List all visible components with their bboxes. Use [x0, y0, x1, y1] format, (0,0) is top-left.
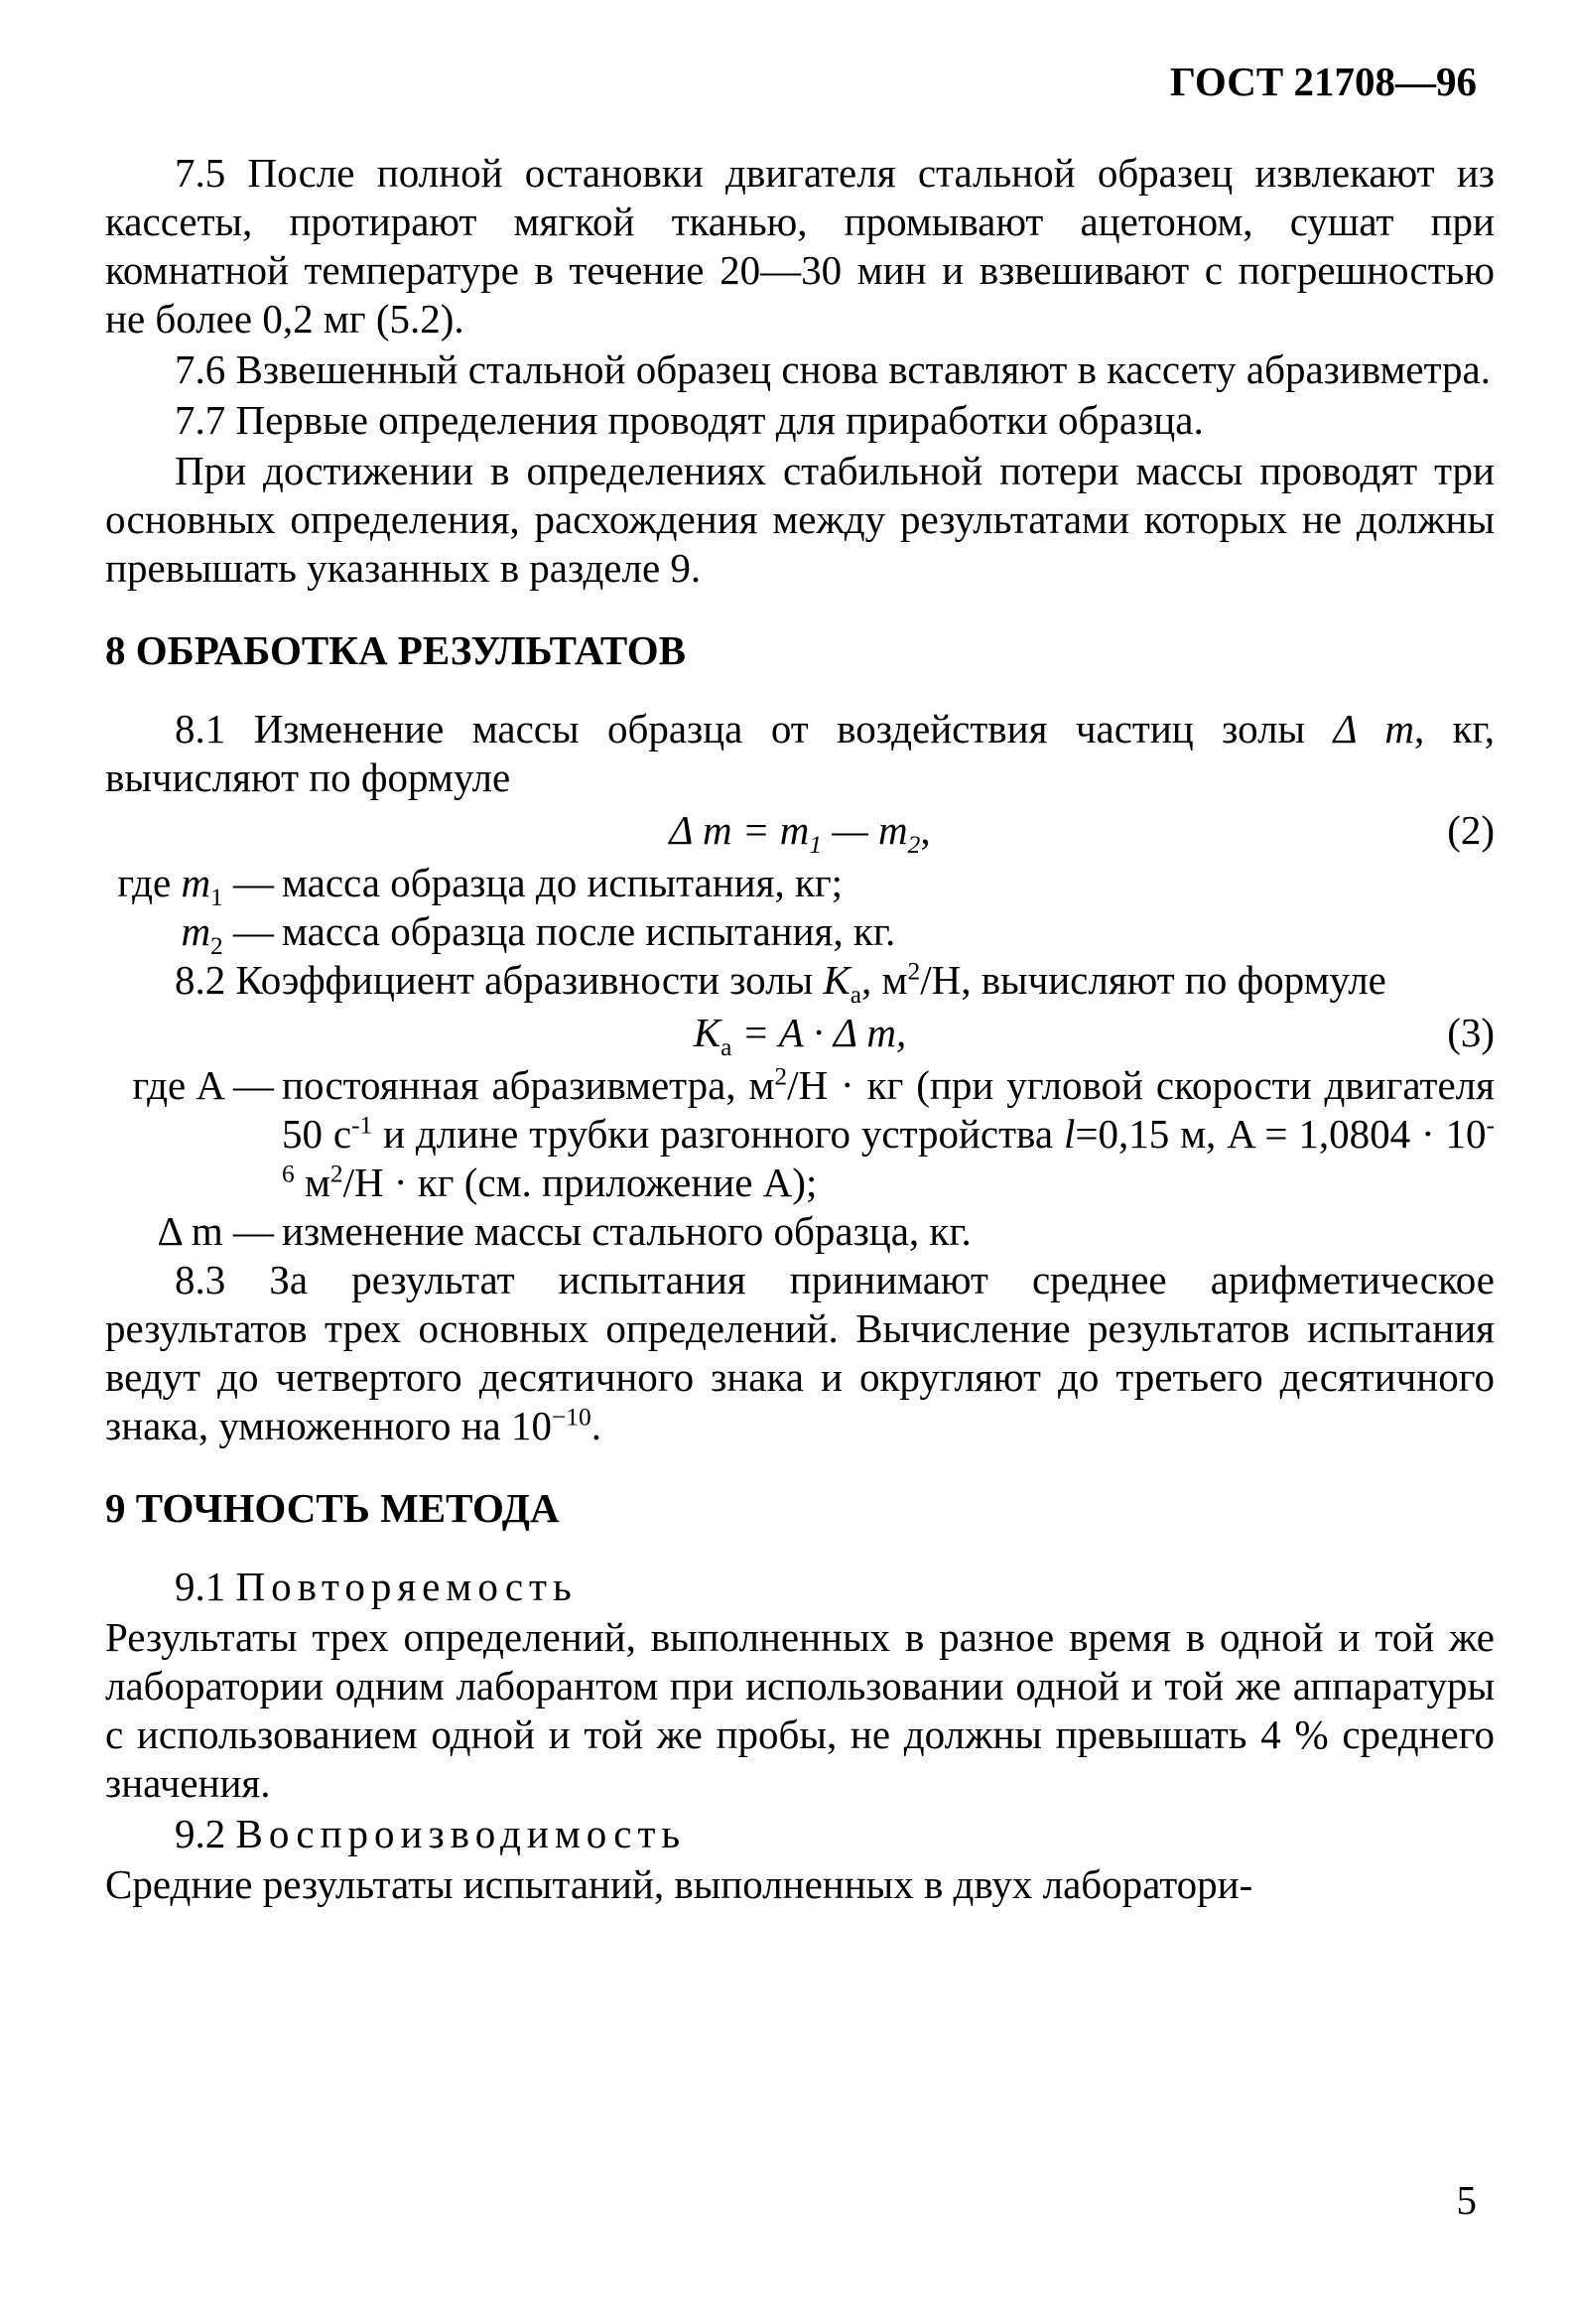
section-9-title: 9 ТОЧНОСТЬ МЕТОДА — [105, 1485, 560, 1531]
p8-2-text: 8.2 Коэффициент абразивности золы — [175, 957, 814, 1003]
sub-9-2-num: 9.2 — [175, 1811, 236, 1856]
f3-k: K — [693, 1010, 721, 1055]
def-m1-term — [105, 859, 274, 912]
p8-2-unit: , м — [861, 957, 908, 1003]
formula-2 — [105, 806, 1495, 860]
def-a-l-sym: l — [1063, 1111, 1076, 1157]
def-a-part-c: и длине трубки разгонного устройства — [372, 1111, 1064, 1157]
def-m2-dash: — — [222, 908, 274, 954]
paragraph-7-7-continued: При достижении в определениях стабильной потери массы проводят три основных определения, расхождения между результатами которых не должны превышать указанных в разделе 9. — [105, 448, 1495, 591]
def-a-sup-a: 2 — [774, 1062, 788, 1091]
def-m2-text: масса образца после испытания, кг. — [282, 908, 896, 954]
f2-end: , — [920, 807, 931, 853]
p8-1-text: 8.1 Изменение массы образца от воздействия частиц золы — [175, 706, 1306, 752]
p8-1-var: Δ m — [1333, 706, 1414, 752]
p8-3-text: 8.3 За результат испытания принимают среднее арифметическое результатов трех основных определений. Вычисление результатов испытания ведут до четвертого десятичного знака и округляют до третьего десятичного знака, умноженного на 10 — [105, 1257, 1495, 1448]
sub-9-1-num: 9.1 — [175, 1564, 236, 1609]
section-8-title: 8 ОБРАБОТКА РЕЗУЛЬТАТОВ — [105, 627, 686, 673]
paragraph-8-1 — [105, 705, 1495, 802]
formula-2-number: (2) — [1447, 807, 1495, 853]
def-a-term: где A — — [132, 1062, 274, 1108]
def-a-part-a: постоянная абразивметра, м — [282, 1062, 775, 1108]
p8-2-unit-sup: 2 — [907, 957, 921, 986]
def-dm-text: изменение массы стального образца, кг. — [282, 1208, 972, 1254]
f2-lhs: Δ m = m — [669, 807, 810, 853]
def-m1-prefix: где — [117, 860, 182, 905]
def-dm-term: Δ m — — [157, 1208, 274, 1254]
paragraph-8-2 — [105, 956, 1495, 1010]
paragraph-9-1: Результаты трех определений, выполненных в разное время в одной и той же лаборатории одним лаборантом при использовании одной и той же аппаратуры с использованием одной и той же пробы, не должны превышать 4 % среднего значения. — [105, 1614, 1495, 1806]
formula-3 — [105, 1009, 1495, 1062]
formula-2-definitions — [105, 859, 1495, 961]
f3-sub: a — [720, 1033, 732, 1062]
f2-sub2: 2 — [907, 831, 921, 860]
def-m1-dash: — — [222, 860, 274, 905]
f2-mid: — m — [822, 807, 908, 853]
def-a-sup-c: -6 — [282, 1111, 1495, 1188]
formula-3-definitions — [105, 1061, 1495, 1256]
def-m1-sym: m — [181, 860, 211, 905]
def-a-text — [282, 1061, 1495, 1207]
paragraph-7-6: 7.6 Взвешенный стальной образец снова вставляют в кассету абразивметра. — [175, 346, 1491, 392]
f3-rhs: = A · Δ m, — [731, 1010, 907, 1055]
def-a-part-e: м — [294, 1160, 330, 1205]
paragraph-8-3 — [105, 1256, 1495, 1450]
formula-3-expression — [105, 1009, 1415, 1062]
page-number: 5 — [1456, 2177, 1477, 2223]
def-m2-term — [105, 907, 274, 961]
formula-3-number: (3) — [1447, 1010, 1495, 1055]
paragraph-7-7: 7.7 Первые определения проводят для приработки образца. — [175, 397, 1204, 443]
def-a-part-f: /Н · кг (см. приложение А); — [342, 1160, 818, 1205]
def-m2-sym: m — [181, 908, 211, 954]
f2-sub1: 1 — [809, 831, 823, 860]
def-a-part-d: =0,15 м, A = 1,0804 · 10 — [1075, 1111, 1487, 1157]
p8-2-end: /Н, вычисляют по формуле — [920, 957, 1386, 1003]
p8-3-end: . — [590, 1403, 601, 1448]
p8-2-sub: a — [850, 981, 862, 1010]
formula-2-expression — [105, 806, 1415, 860]
sub-9-2-title: Воспроизводимость — [235, 1811, 687, 1856]
p8-1-end: , кг, вычисляют по формуле — [105, 706, 1495, 800]
document-body — [105, 149, 1495, 1909]
def-m1-sub: 1 — [210, 884, 223, 912]
def-a-part-b: /Н · кг (при угловой скорости двигателя 50 с — [282, 1062, 1495, 1157]
paragraph-9-2: Средние результаты испытаний, выполненных в двух лаборатори- — [105, 1861, 1253, 1907]
def-m2-sub: 2 — [210, 932, 223, 961]
document-header-id: ГОСТ 21708—96 — [1169, 59, 1477, 104]
sub-9-1-title: Повторяемость — [235, 1564, 578, 1609]
def-a-sup-d: 2 — [329, 1160, 343, 1188]
def-m1-text: масса образца до испытания, кг; — [282, 860, 844, 905]
paragraph-7-5: 7.5 После полной остановки двигателя стальной образец извлекают из кассеты, протирают мягкой тканью, промывают ацетоном, сушат при комнатной температуре в течение 20—30 мин и взвешивают с погрешностью не более 0,2 мг (5.2). — [105, 150, 1495, 342]
subsection-9-2-title — [105, 1810, 1495, 1858]
def-a-sup-b: -1 — [351, 1111, 373, 1140]
subsection-9-1-title — [105, 1563, 1495, 1611]
p8-3-sup: −10 — [551, 1403, 591, 1432]
p8-2-sym: K — [823, 957, 851, 1003]
